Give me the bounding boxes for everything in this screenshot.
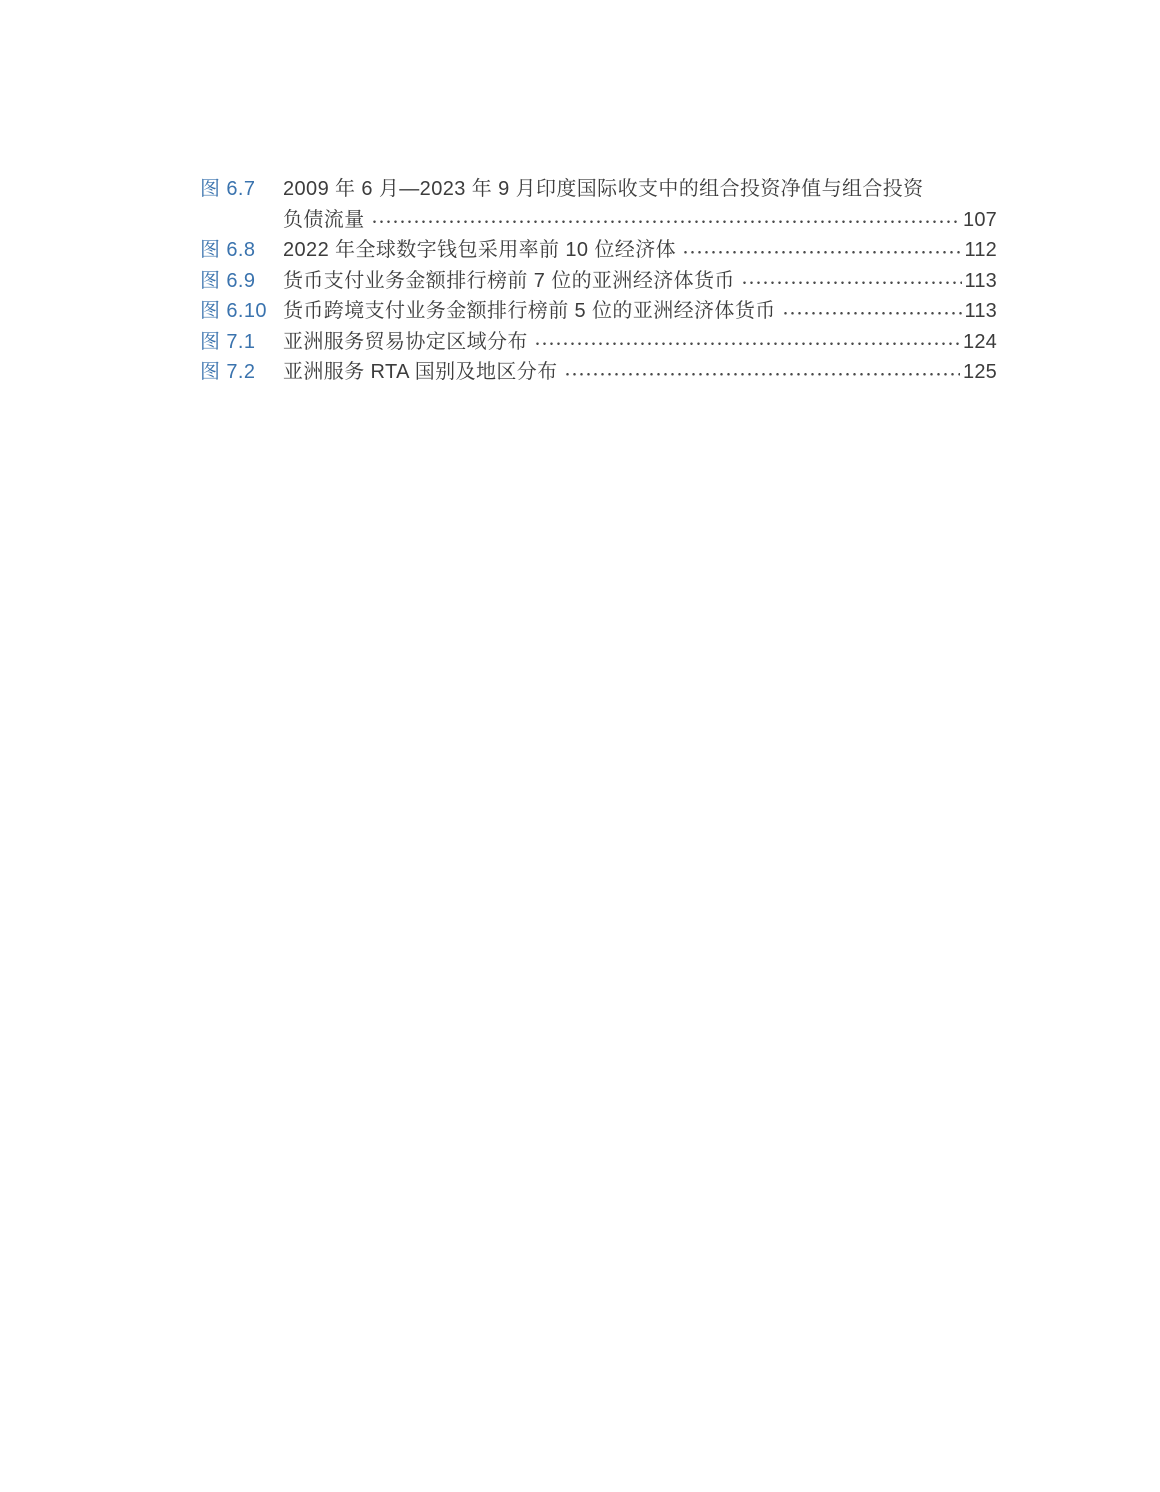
figure-label[interactable]: 图 7.2 [200, 361, 256, 383]
figure-title: 亚洲服务 RTA 国别及地区分布 [283, 361, 558, 383]
dot-leader [534, 327, 960, 358]
toc-entry-fig-6-9 [200, 266, 997, 297]
figure-title-continuation: 负债流量 [283, 208, 365, 231]
figure-list [200, 174, 997, 388]
figure-label[interactable]: 图 6.9 [200, 269, 256, 292]
toc-entry-fig-6-7-line1 [200, 174, 997, 205]
toc-entry-fig-6-10 [200, 296, 997, 327]
page-number: 112 [964, 239, 997, 261]
figure-label[interactable]: 图 6.8 [200, 239, 256, 261]
page-number: 107 [963, 208, 997, 231]
figure-title: 货币跨境支付业务金额排行榜前 5 位的亚洲经济体货币 [283, 300, 776, 322]
page-number: 113 [964, 300, 997, 322]
toc-entry-fig-6-8 [200, 235, 997, 266]
figure-label[interactable]: 图 7.1 [200, 330, 256, 353]
page-number: 113 [964, 269, 997, 292]
figure-title: 亚洲服务贸易协定区域分布 [283, 330, 528, 353]
figure-title: 货币支付业务金额排行榜前 7 位的亚洲经济体货币 [283, 269, 735, 292]
page-number: 124 [963, 330, 997, 353]
figure-title: 2022 年全球数字钱包采用率前 10 位经济体 [283, 239, 677, 261]
toc-entry-fig-7-1 [200, 327, 997, 358]
dot-leader [564, 357, 960, 388]
figure-label[interactable]: 图 6.7 [200, 178, 256, 200]
label-indent [200, 205, 283, 236]
page-number: 125 [963, 361, 997, 383]
toc-entry-fig-7-2 [200, 357, 997, 388]
dot-leader [682, 235, 961, 266]
dot-leader [741, 266, 962, 297]
dot-leader [782, 296, 962, 327]
figure-title: 2009 年 6 月—2023 年 9 月印度国际收支中的组合投资净值与组合投资 [283, 178, 924, 200]
toc-entry-fig-6-7-line2 [200, 205, 997, 236]
figure-label[interactable]: 图 6.10 [200, 300, 267, 322]
dot-leader [371, 205, 960, 236]
